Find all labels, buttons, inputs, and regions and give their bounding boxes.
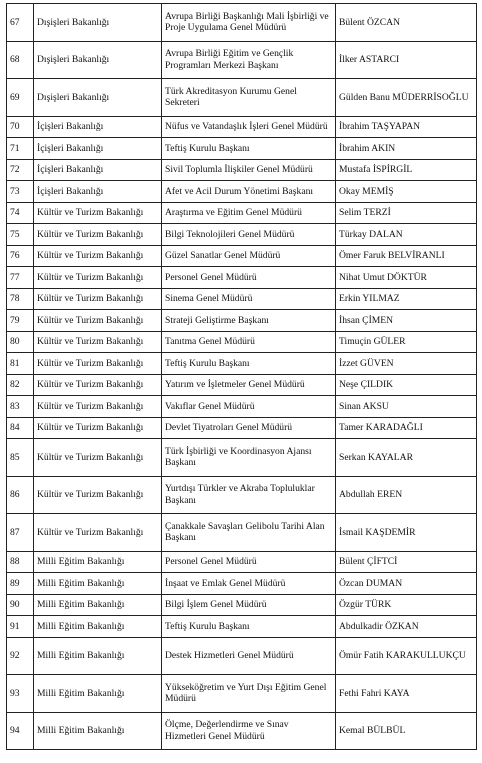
position-cell: Devlet Tiyatroları Genel Müdürü <box>162 417 336 439</box>
position-cell: Afet ve Acil Durum Yönetimi Başkanı <box>162 181 336 203</box>
appointee-name-cell: Abdullah EREN <box>336 476 477 514</box>
appointee-name-cell: Serkan KAYALAR <box>336 439 477 477</box>
table-row <box>7 181 477 203</box>
row-number-cell: 83 <box>7 396 34 418</box>
appointee-name-cell: Ömür Fatih KARAKULLUKÇU <box>336 637 477 675</box>
appointee-name-cell: Selim TERZİ <box>336 202 477 224</box>
row-number-cell: 72 <box>7 159 34 181</box>
appointee-name-cell: Mustafa İSPİRGİL <box>336 159 477 181</box>
appointee-name-cell: Bülent ÇİFTCİ <box>336 551 477 573</box>
row-number-cell: 94 <box>7 712 34 750</box>
row-number-cell: 77 <box>7 267 34 289</box>
appointee-name-cell: Neşe ÇILDIK <box>336 374 477 396</box>
ministry-cell: Milli Eğitim Bakanlığı <box>34 573 162 595</box>
appointee-name-cell: Özgür TÜRK <box>336 594 477 616</box>
row-number-cell: 80 <box>7 331 34 353</box>
ministry-cell: Kültür ve Turizm Bakanlığı <box>34 353 162 375</box>
table-row <box>7 79 477 117</box>
position-cell: Teftiş Kurulu Başkanı <box>162 138 336 160</box>
ministry-cell: İçişleri Bakanlığı <box>34 159 162 181</box>
position-cell: Yurtdışı Türkler ve Akraba Topluluklar Başkanı <box>162 476 336 514</box>
position-cell: Bilgi Teknolojileri Genel Müdürü <box>162 224 336 246</box>
appointee-name-cell: İlker ASTARCI <box>336 41 477 79</box>
appointee-name-cell: Bülent ÖZCAN <box>336 4 477 42</box>
table-row <box>7 288 477 310</box>
position-cell: Güzel Sanatlar Genel Müdürü <box>162 245 336 267</box>
row-number-cell: 78 <box>7 288 34 310</box>
position-cell: Strateji Geliştirme Başkanı <box>162 310 336 332</box>
appointee-name-cell: Fethi Fahri KAYA <box>336 675 477 713</box>
table-row <box>7 616 477 638</box>
row-number-cell: 73 <box>7 181 34 203</box>
position-cell: Avrupa Birliği Başkanlığı Mali İşbirliği ve Proje Uygulama Genel Müdürü <box>162 4 336 42</box>
row-number-cell: 67 <box>7 4 34 42</box>
position-cell: Nüfus ve Vatandaşlık İşleri Genel Müdürü <box>162 116 336 138</box>
ministry-cell: Kültür ve Turizm Bakanlığı <box>34 514 162 552</box>
position-cell: Sivil Toplumla İlişkiler Genel Müdürü <box>162 159 336 181</box>
row-number-cell: 81 <box>7 353 34 375</box>
table-row <box>7 712 477 750</box>
position-cell: Çanakkale Savaşları Gelibolu Tarihi Alan Başkanı <box>162 514 336 552</box>
table-row <box>7 374 477 396</box>
table-row <box>7 514 477 552</box>
ministry-cell: Dışişleri Bakanlığı <box>34 4 162 42</box>
ministry-cell: İçişleri Bakanlığı <box>34 116 162 138</box>
ministry-cell: Kültür ve Turizm Bakanlığı <box>34 310 162 332</box>
table-row <box>7 138 477 160</box>
table-row <box>7 4 477 42</box>
appointee-name-cell: İbrahim AKIN <box>336 138 477 160</box>
ministry-cell: Kültür ve Turizm Bakanlığı <box>34 245 162 267</box>
table-row <box>7 331 477 353</box>
table-row <box>7 637 477 675</box>
appointee-name-cell: Kemal BÜLBÜL <box>336 712 477 750</box>
appointee-name-cell: Özcan DUMAN <box>336 573 477 595</box>
appointee-name-cell: İsmail KAŞDEMİR <box>336 514 477 552</box>
appointments-table-body <box>7 4 477 750</box>
position-cell: Tanıtma Genel Müdürü <box>162 331 336 353</box>
table-row <box>7 417 477 439</box>
table-row <box>7 353 477 375</box>
table-row <box>7 267 477 289</box>
row-number-cell: 90 <box>7 594 34 616</box>
position-cell: Yükseköğretim ve Yurt Dışı Eğitim Genel Müdürü <box>162 675 336 713</box>
row-number-cell: 93 <box>7 675 34 713</box>
row-number-cell: 85 <box>7 439 34 477</box>
row-number-cell: 88 <box>7 551 34 573</box>
position-cell: Yatırım ve İşletmeler Genel Müdürü <box>162 374 336 396</box>
ministry-cell: Kültür ve Turizm Bakanlığı <box>34 331 162 353</box>
row-number-cell: 87 <box>7 514 34 552</box>
position-cell: Türk İşbirliği ve Koordinasyon Ajansı Başkanı <box>162 439 336 477</box>
table-row <box>7 310 477 332</box>
ministry-cell: İçişleri Bakanlığı <box>34 181 162 203</box>
position-cell: Bilgi İşlem Genel Müdürü <box>162 594 336 616</box>
row-number-cell: 68 <box>7 41 34 79</box>
ministry-cell: Kültür ve Turizm Bakanlığı <box>34 476 162 514</box>
table-row <box>7 202 477 224</box>
appointee-name-cell: İbrahim TAŞYAPAN <box>336 116 477 138</box>
position-cell: Teftiş Kurulu Başkanı <box>162 353 336 375</box>
ministry-cell: Milli Eğitim Bakanlığı <box>34 712 162 750</box>
appointee-name-cell: Gülden Banu MÜDERRİSOĞLU <box>336 79 477 117</box>
appointee-name-cell: İzzet GÜVEN <box>336 353 477 375</box>
appointee-name-cell: Türkay DALAN <box>336 224 477 246</box>
appointee-name-cell: Tamer KARADAĞLI <box>336 417 477 439</box>
table-row <box>7 573 477 595</box>
row-number-cell: 74 <box>7 202 34 224</box>
row-number-cell: 89 <box>7 573 34 595</box>
table-row <box>7 116 477 138</box>
position-cell: İnşaat ve Emlak Genel Müdürü <box>162 573 336 595</box>
table-row <box>7 439 477 477</box>
table-row <box>7 224 477 246</box>
row-number-cell: 86 <box>7 476 34 514</box>
appointments-table <box>6 3 477 750</box>
row-number-cell: 70 <box>7 116 34 138</box>
appointee-name-cell: İhsan ÇİMEN <box>336 310 477 332</box>
ministry-cell: Kültür ve Turizm Bakanlığı <box>34 417 162 439</box>
position-cell: Sinema Genel Müdürü <box>162 288 336 310</box>
row-number-cell: 79 <box>7 310 34 332</box>
position-cell: Vakıflar Genel Müdürü <box>162 396 336 418</box>
ministry-cell: Milli Eğitim Bakanlığı <box>34 551 162 573</box>
ministry-cell: Dışişleri Bakanlığı <box>34 79 162 117</box>
ministry-cell: Milli Eğitim Bakanlığı <box>34 616 162 638</box>
table-row <box>7 675 477 713</box>
ministry-cell: İçişleri Bakanlığı <box>34 138 162 160</box>
row-number-cell: 76 <box>7 245 34 267</box>
position-cell: Ölçme, Değerlendirme ve Sınav Hizmetleri Genel Müdürü <box>162 712 336 750</box>
row-number-cell: 92 <box>7 637 34 675</box>
row-number-cell: 69 <box>7 79 34 117</box>
table-row <box>7 41 477 79</box>
ministry-cell: Milli Eğitim Bakanlığı <box>34 594 162 616</box>
position-cell: Türk Akreditasyon Kurumu Genel Sekreteri <box>162 79 336 117</box>
ministry-cell: Kültür ve Turizm Bakanlığı <box>34 439 162 477</box>
table-row <box>7 396 477 418</box>
position-cell: Personel Genel Müdürü <box>162 267 336 289</box>
row-number-cell: 91 <box>7 616 34 638</box>
ministry-cell: Kültür ve Turizm Bakanlığı <box>34 396 162 418</box>
appointee-name-cell: Nihat Umut DÖKTÜR <box>336 267 477 289</box>
appointee-name-cell: Sinan AKSU <box>336 396 477 418</box>
ministry-cell: Kültür ve Turizm Bakanlığı <box>34 374 162 396</box>
ministry-cell: Dışişleri Bakanlığı <box>34 41 162 79</box>
position-cell: Personel Genel Müdürü <box>162 551 336 573</box>
ministry-cell: Kültür ve Turizm Bakanlığı <box>34 267 162 289</box>
ministry-cell: Milli Eğitim Bakanlığı <box>34 675 162 713</box>
table-row <box>7 159 477 181</box>
row-number-cell: 82 <box>7 374 34 396</box>
table-row <box>7 245 477 267</box>
appointee-name-cell: Okay MEMİŞ <box>336 181 477 203</box>
table-row <box>7 551 477 573</box>
appointee-name-cell: Timuçin GÜLER <box>336 331 477 353</box>
appointee-name-cell: Abdulkadir ÖZKAN <box>336 616 477 638</box>
position-cell: Araştırma ve Eğitim Genel Müdürü <box>162 202 336 224</box>
row-number-cell: 84 <box>7 417 34 439</box>
appointee-name-cell: Ömer Faruk BELVİRANLI <box>336 245 477 267</box>
position-cell: Teftiş Kurulu Başkanı <box>162 616 336 638</box>
ministry-cell: Kültür ve Turizm Bakanlığı <box>34 288 162 310</box>
row-number-cell: 71 <box>7 138 34 160</box>
position-cell: Avrupa Birliği Eğitim ve Gençlik Programları Merkezi Başkanı <box>162 41 336 79</box>
table-row <box>7 594 477 616</box>
ministry-cell: Kültür ve Turizm Bakanlığı <box>34 224 162 246</box>
ministry-cell: Kültür ve Turizm Bakanlığı <box>34 202 162 224</box>
appointee-name-cell: Erkin YILMAZ <box>336 288 477 310</box>
ministry-cell: Milli Eğitim Bakanlığı <box>34 637 162 675</box>
position-cell: Destek Hizmetleri Genel Müdürü <box>162 637 336 675</box>
table-row <box>7 476 477 514</box>
row-number-cell: 75 <box>7 224 34 246</box>
